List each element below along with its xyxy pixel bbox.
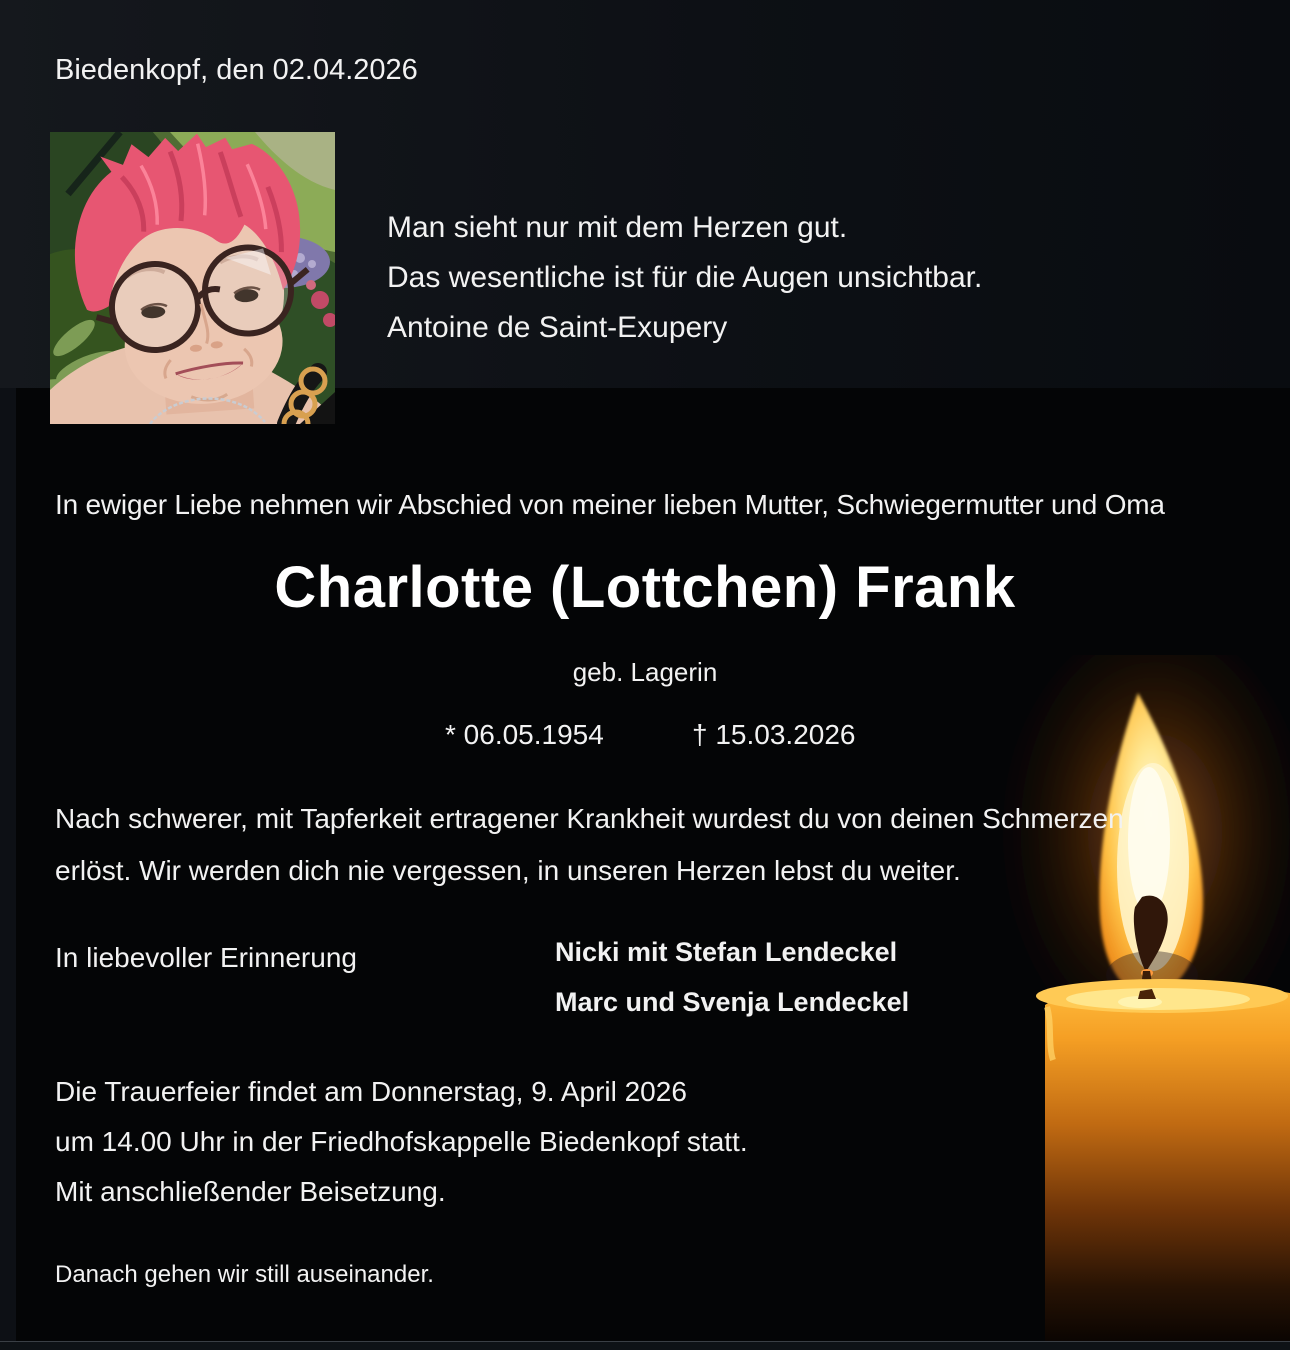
closing-line: Danach gehen wir still auseinander.	[55, 1261, 434, 1288]
memorial-label: In liebevoller Erinnerung	[55, 942, 357, 973]
bottom-border-strip	[0, 1341, 1290, 1350]
maiden-name: geb. Lagerin	[572, 657, 718, 687]
portrait-photo	[50, 132, 335, 424]
mourner-2: Marc und Svenja Lendeckel	[555, 987, 910, 1017]
condolence-line-2: erlöst. Wir werden dich nie vergessen, in unseren Herzen lebst du weiter.	[55, 855, 961, 886]
funeral-line-1: Die Trauerfeier findet am Donnerstag, 9. April 2026	[55, 1076, 687, 1107]
quote-line-1: Man sieht nur mit dem Herzen gut.	[387, 211, 848, 244]
birth-date: * 06.05.1954	[445, 719, 604, 750]
deceased-name: Charlotte (Lottchen) Frank	[274, 555, 1016, 620]
death-date: † 15.03.2026	[692, 719, 856, 750]
dateline: Biedenkopf, den 02.04.2026	[55, 54, 418, 86]
quote-attribution: Antoine de Saint-Exupery	[387, 311, 728, 344]
mourner-1: Nicki mit Stefan Lendeckel	[555, 937, 898, 967]
quote-line-2: Das wesentliche ist für die Augen unsichtbar.	[387, 261, 983, 294]
funeral-line-3: Mit anschließender Beisetzung.	[55, 1176, 446, 1207]
condolence-line-1: Nach schwerer, mit Tapferkeit ertragener Krankheit wurdest du von deinen Schmerzen	[55, 803, 1124, 834]
quote-block	[387, 203, 982, 353]
funeral-line-2: um 14.00 Uhr in der Friedhofskappelle Biedenkopf statt.	[55, 1126, 748, 1157]
intro-line: In ewiger Liebe nehmen wir Abschied von meiner lieben Mutter, Schwiegermutter und Oma	[55, 489, 1165, 520]
burning-candle-photo	[990, 655, 1290, 1341]
